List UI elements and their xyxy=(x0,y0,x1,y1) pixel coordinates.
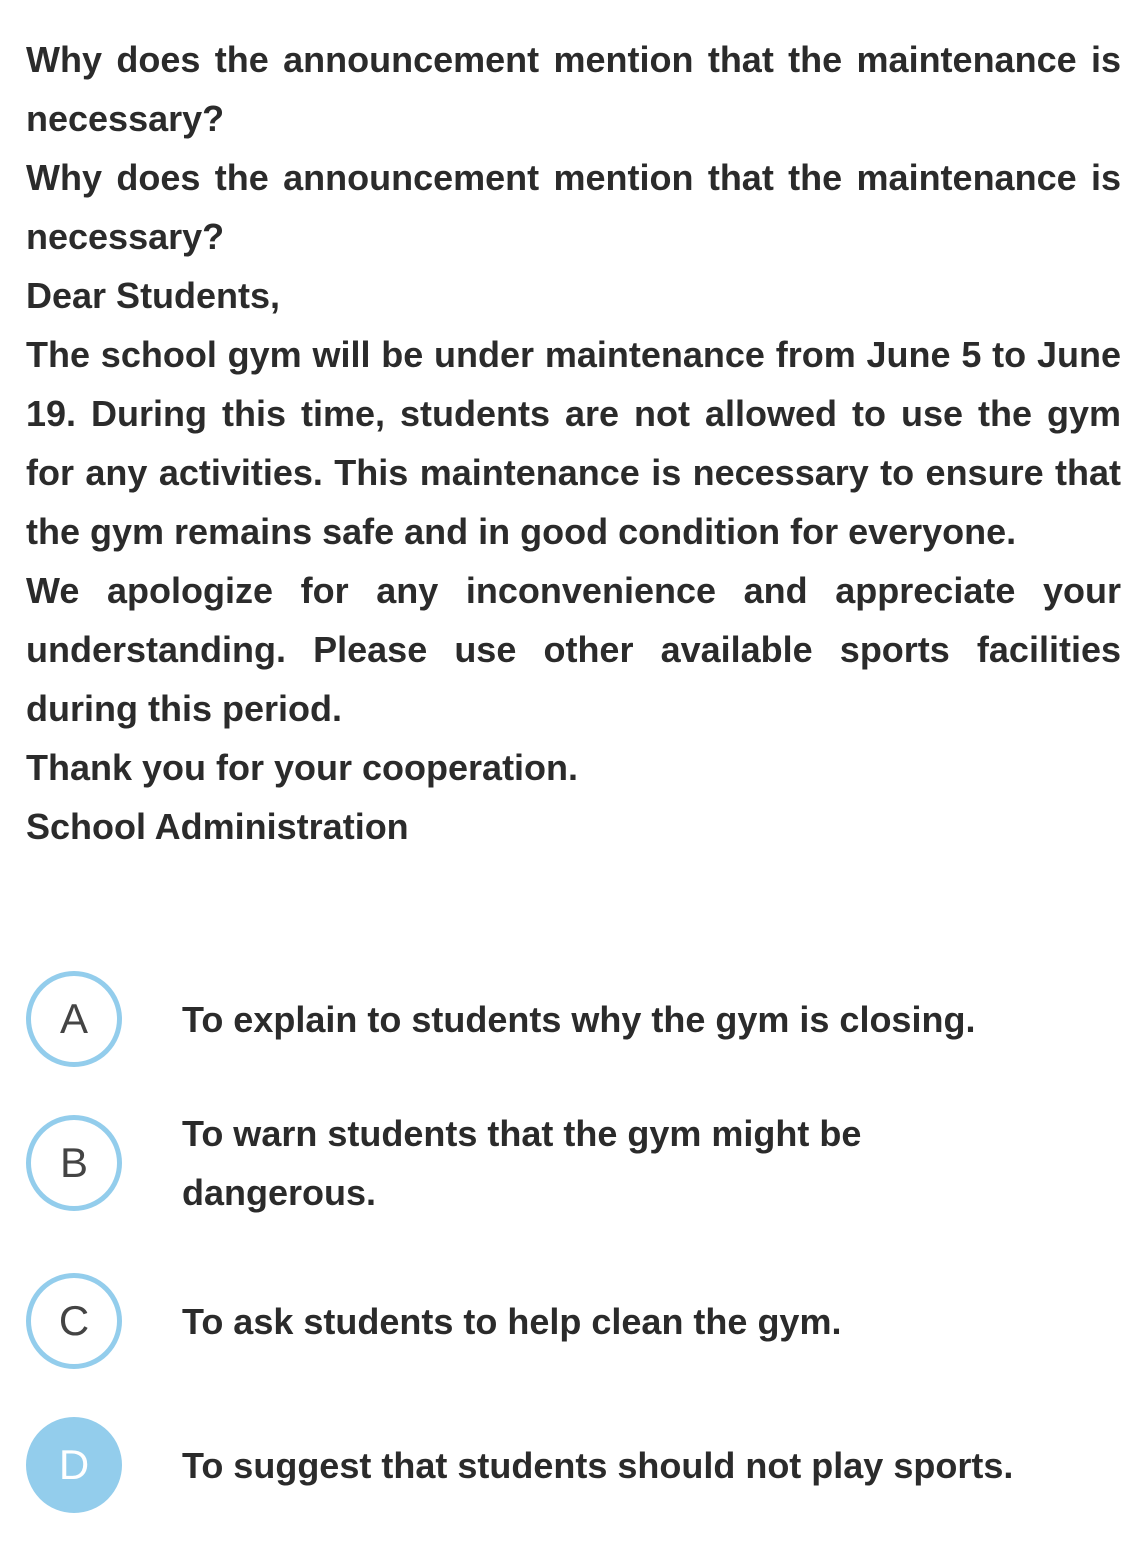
option-d-text: To suggest that students should not play sports. xyxy=(182,1444,1014,1486)
question-line-1: Why does the announcement mention that the maintenance is necessary? xyxy=(26,39,1121,139)
option-a-text: To explain to students why the gym is closing. xyxy=(182,998,976,1040)
passage-paragraph-1: The school gym will be under maintenance from June 5 to June 19. During this time, students are not allowed to use the gym for any activities. This maintenance is necessary to ensure that the gym remains safe and in good condition for everyone. xyxy=(26,334,1121,552)
option-c-text: To ask students to help clean the gym. xyxy=(182,1300,842,1342)
option-b-text: To warn students that the gym might be dangerous. xyxy=(182,1113,862,1213)
answer-option-b[interactable] xyxy=(26,1111,1121,1215)
answer-option-d[interactable] xyxy=(26,1413,1121,1517)
question-text xyxy=(26,30,1121,266)
passage-closing: Thank you for your cooperation. xyxy=(26,747,579,788)
passage-greeting: Dear Students, xyxy=(26,275,281,316)
question-line-2: Why does the announcement mention that the maintenance is necessary? xyxy=(26,157,1121,257)
option-a-bubble[interactable]: A xyxy=(26,971,122,1067)
option-c-bubble[interactable]: C xyxy=(26,1273,122,1369)
announcement-passage xyxy=(26,266,1121,856)
passage-paragraph-2: We apologize for any inconvenience and appreciate your understanding. Please use other available sports facilities during this period. xyxy=(26,570,1121,729)
option-d-bubble[interactable]: D xyxy=(26,1417,122,1513)
answer-option-a[interactable] xyxy=(26,967,1121,1071)
passage-signature: School Administration xyxy=(26,806,409,847)
option-b-bubble[interactable]: B xyxy=(26,1115,122,1211)
answer-option-c[interactable] xyxy=(26,1269,1121,1373)
